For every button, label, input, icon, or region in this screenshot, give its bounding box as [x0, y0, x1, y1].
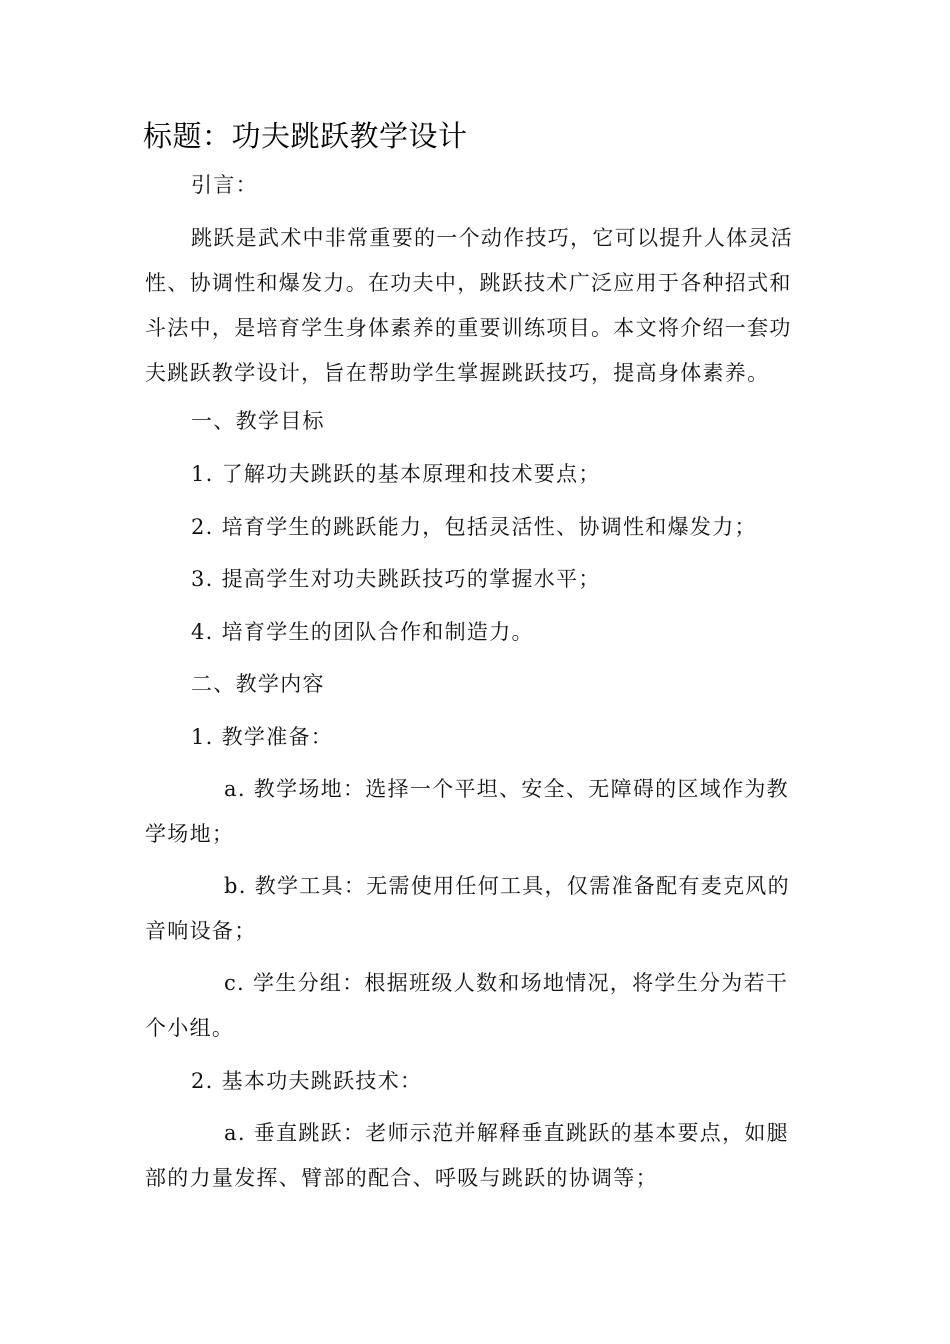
section1-heading: 一、教学目标: [191, 409, 325, 433]
prep-item-a-text: a. 教学场地：选择一个平坦、安全、无障碍的区域作为教学场地；: [145, 777, 789, 846]
intro-label: 引言：: [191, 173, 258, 197]
goal-item-2: 2. 培育学生的跳跃能力，包括灵活性、协调性和爆发力；: [191, 515, 757, 539]
technique-label: 2. 基本功夫跳跃技术：: [191, 1069, 423, 1093]
intro-paragraph-text: 跳跃是武术中非常重要的一个动作技巧，它可以提升人体灵活性、协调性和爆发力。在功夫中，跳跃技术广泛应用于各种招式和斗法中，是培育学生身体素养的重要训练项目。本文将介绍一套功夫跳跃教学设计，旨在帮助学生掌握跳跃技巧，提高身体素养。: [145, 226, 794, 385]
prep-item-c: [145, 961, 795, 1051]
goal-item-3: 3. 提高学生对功夫跳跃技巧的掌握水平；: [191, 567, 601, 591]
goal-item-4: 4. 培育学生的团队合作和制造力。: [191, 620, 534, 644]
prep-item-b: [145, 864, 795, 954]
section2-heading: 二、教学内容: [191, 672, 325, 696]
prep-label: 1. 教学准备：: [191, 725, 334, 749]
goal-item-1: 1. 了解功夫跳跃的基本原理和技术要点；: [191, 462, 601, 486]
prep-item-b-text: b. 教学工具：无需使用任何工具，仅需准备配有麦克风的音响设备；: [145, 874, 790, 943]
intro-paragraph: [145, 216, 795, 396]
prep-item-c-text: c. 学生分组：根据班级人数和场地情况，将学生分为若干个小组。: [145, 971, 789, 1040]
document-title: 标题：功夫跳跃教学设计: [143, 119, 468, 153]
technique-item-a: [145, 1111, 795, 1201]
technique-item-a-text: a. 垂直跳跃：老师示范并解释垂直跳跃的基本要点，如腿部的力量发挥、臂部的配合、呼吸与跳跃的协调等；: [145, 1121, 789, 1190]
prep-item-a: [145, 767, 795, 857]
